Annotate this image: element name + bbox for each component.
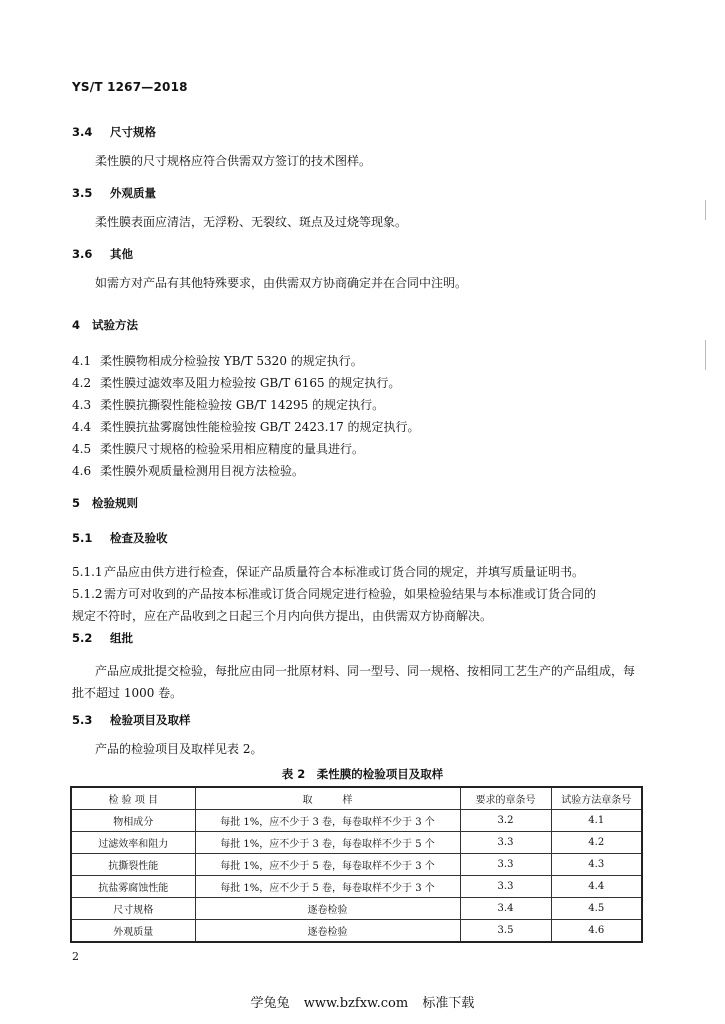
section-paragraph: 产品的检验项目及取样见表 2。 <box>95 742 263 756</box>
section-paragraph: 柔性膜表面应清洁，无浮粉、无裂纹、斑点及过烧等现象。 <box>95 215 408 229</box>
section-paragraph: 如需方对产品有其他特殊要求，由供需双方协商确定并在合同中注明。 <box>95 276 468 290</box>
table-cell: 4.4 <box>551 876 642 898</box>
table-cell: 逐卷检验 <box>195 898 460 920</box>
section-heading-3-4: 3.4 尺寸规格 <box>72 125 156 139</box>
list-item: 4.4 柔性膜抗盐雾腐蚀性能检验按 GB/T 2423.17 的规定执行。 <box>72 420 420 434</box>
chapter-heading-5: 5 检验规则 <box>72 496 138 510</box>
section-paragraph: 产品应成批提交检验，每批应由同一批原材料、同一型号、同一规格、按相同工艺生产的产品组成，每 <box>95 664 636 678</box>
table-cell: 尺寸规格 <box>71 898 195 920</box>
list-item: 4.1 柔性膜物相成分检验按 YB/T 5320 的规定执行。 <box>72 354 363 368</box>
table-header-row <box>71 787 642 810</box>
list-item: 4.3 柔性膜抗撕裂性能检验按 GB/T 14295 的规定执行。 <box>72 398 385 412</box>
table-row <box>71 920 642 943</box>
section-heading-5-2: 5.2 组批 <box>72 631 133 645</box>
table-cell: 4.5 <box>551 898 642 920</box>
table-cell: 逐卷检验 <box>195 920 460 943</box>
chapter-heading-4: 4 试验方法 <box>72 318 138 332</box>
table-cell: 外观质量 <box>71 920 195 943</box>
table-caption: 表 2 柔性膜的检验项目及取样 <box>281 767 444 781</box>
table-cell: 每批 1%，应不少于 3 卷，每卷取样不少于 3 个 <box>195 810 460 832</box>
table-row <box>71 854 642 876</box>
page-number: 2 <box>72 950 79 963</box>
section-heading-5-1: 5.1 检查及验收 <box>72 531 168 545</box>
list-item: 5.1.1产品应由供方进行检查，保证产品质量符合本标准或订货合同的规定，并填写质量证明书。 <box>72 565 585 579</box>
footer-url: www.bzfxw.com <box>303 996 409 1011</box>
footer-tagline: 标准下载 <box>422 996 475 1011</box>
table-cell: 3.3 <box>460 854 551 876</box>
table-cell: 过滤效率和阻力 <box>71 832 195 854</box>
table-cell: 抗撕裂性能 <box>71 854 195 876</box>
table-cell: 3.3 <box>460 876 551 898</box>
document-code: YS/T 1267—2018 <box>72 80 188 94</box>
inspection-table <box>70 786 643 943</box>
table-cell: 物相成分 <box>71 810 195 832</box>
list-item: 4.5 柔性膜尺寸规格的检验采用相应精度的量具进行。 <box>72 442 365 456</box>
table-cell: 3.4 <box>460 898 551 920</box>
list-item: 5.1.2需方可对收到的产品按本标准或订货合同规定进行检验，如果检验结果与本标准或订货合同的 <box>72 587 597 601</box>
section-heading-3-5: 3.5 外观质量 <box>72 186 156 200</box>
table-cell: 3.3 <box>460 832 551 854</box>
table-cell: 每批 1%，应不少于 3 卷，每卷取样不少于 5 个 <box>195 832 460 854</box>
table-cell: 每批 1%，应不少于 5 卷，每卷取样不少于 3 个 <box>195 876 460 898</box>
scan-edge-mark <box>705 200 706 220</box>
list-item: 4.6 柔性膜外观质量检测用目视方法检验。 <box>72 464 305 478</box>
list-item-continuation: 规定不符时，应在产品收到之日起三个月内向供方提出，由供需双方协商解决。 <box>72 609 493 623</box>
table-cell: 3.5 <box>460 920 551 943</box>
section-heading-5-3: 5.3 检验项目及取样 <box>72 713 191 727</box>
table-cell: 4.1 <box>551 810 642 832</box>
footer-site-name: 学兔兔 <box>250 996 290 1011</box>
footer-watermark <box>0 992 725 1011</box>
table-header-cell: 检 验 项 目 <box>71 787 195 810</box>
table-cell: 4.6 <box>551 920 642 943</box>
table-header-cell: 要求的章条号 <box>460 787 551 810</box>
section-paragraph-continuation: 批不超过 1000 卷。 <box>72 686 183 700</box>
table-cell: 4.3 <box>551 854 642 876</box>
table-header-cell: 取 样 <box>195 787 460 810</box>
table-header-cell: 试验方法章条号 <box>551 787 642 810</box>
table-row <box>71 898 642 920</box>
table-row <box>71 876 642 898</box>
table-cell: 抗盐雾腐蚀性能 <box>71 876 195 898</box>
section-heading-3-6: 3.6 其他 <box>72 247 133 261</box>
section-paragraph: 柔性膜的尺寸规格应符合供需双方签订的技术图样。 <box>95 154 372 168</box>
scan-edge-mark <box>705 340 706 370</box>
table-cell: 3.2 <box>460 810 551 832</box>
table-row <box>71 810 642 832</box>
table-cell: 4.2 <box>551 832 642 854</box>
table-cell: 每批 1%，应不少于 5 卷，每卷取样不少于 3 个 <box>195 854 460 876</box>
table-row <box>71 832 642 854</box>
list-item: 4.2 柔性膜过滤效率及阻力检验按 GB/T 6165 的规定执行。 <box>72 376 401 390</box>
